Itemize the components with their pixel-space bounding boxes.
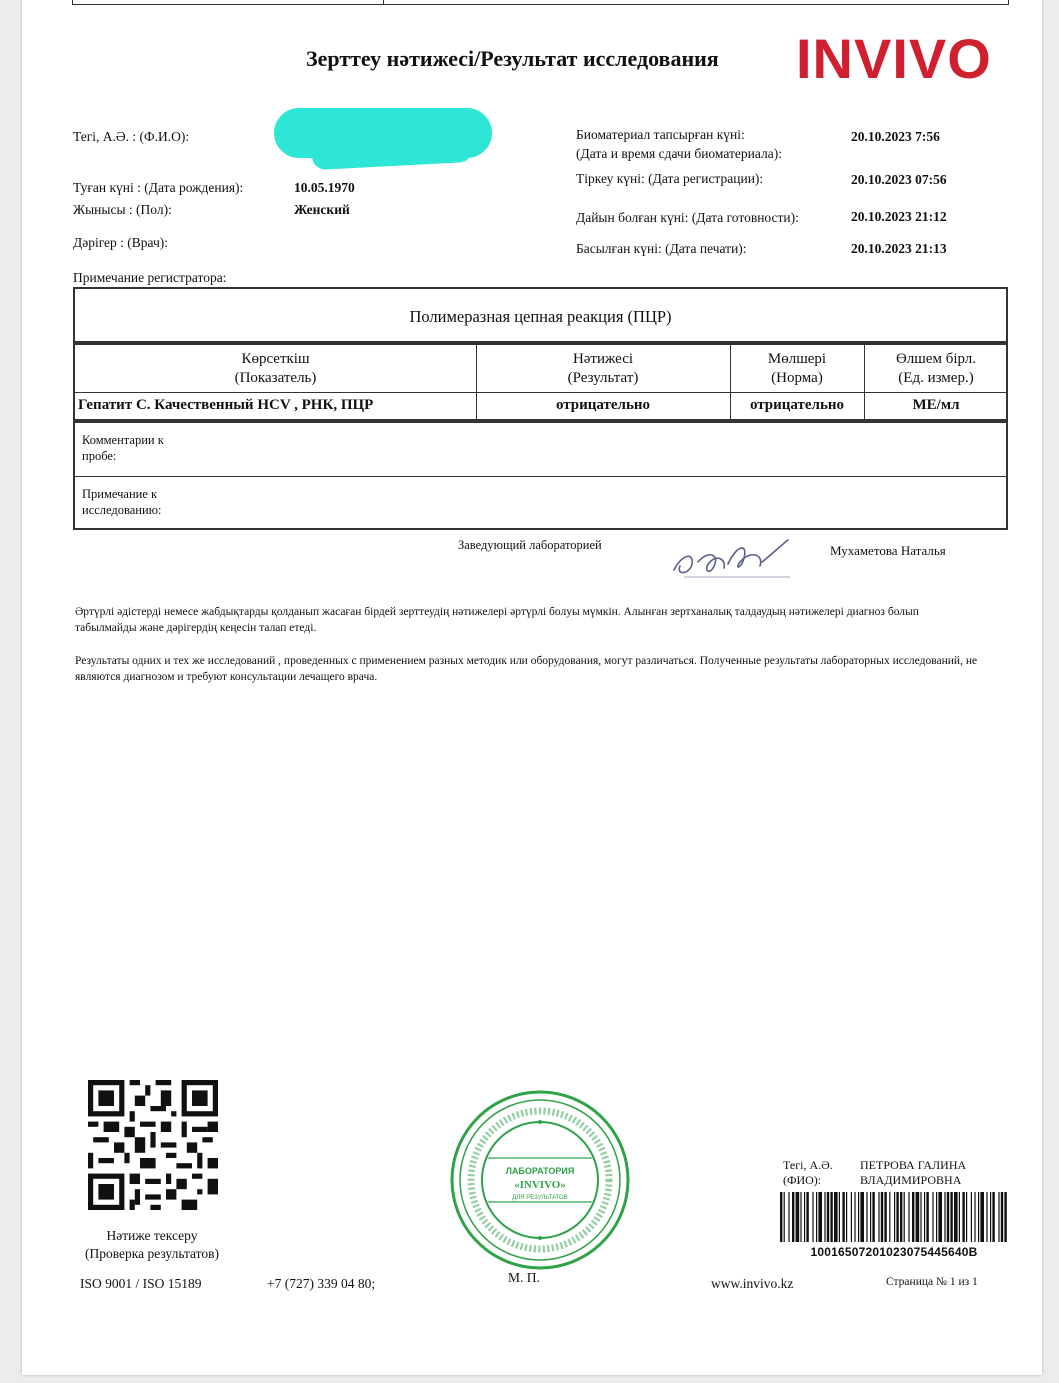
ready-date-label: Дайын болған күні: (Дата готовности): <box>576 210 799 225</box>
header-norm: Мөлшері (Норма) <box>767 351 827 386</box>
phone-number[interactable]: +7 (727) 339 04 80; <box>267 1276 376 1291</box>
biomaterial-date-value: 20.10.2023 7:56 <box>851 129 940 144</box>
biomaterial-date-label-ru: (Дата и время сдачи биоматериала): <box>576 146 782 161</box>
row-result: отрицательно <box>555 397 651 413</box>
qr-code[interactable] <box>88 1080 218 1210</box>
biomaterial-date-label: Биоматериал тапсырған күні: <box>576 127 745 142</box>
header-indicator: Көрсеткіш (Показатель) <box>234 351 317 386</box>
svg-text:ЛАБОРАТОРИЯ: ЛАБОРАТОРИЯ <box>505 1166 575 1176</box>
comment-label: Комментарии к пробе: <box>82 433 164 463</box>
iso-standards: ISO 9001 / ISO 15189 <box>80 1276 202 1291</box>
registrar-note-label: Примечание регистратора: <box>73 270 227 285</box>
dob-label: Туған күні : (Дата рождения): <box>73 180 244 195</box>
name-label: Тегі, А.Ә. : (Ф.И.О): <box>73 129 190 144</box>
note-label: Примечание к исследованию: <box>82 487 162 517</box>
dob-value: 10.05.1970 <box>294 180 355 195</box>
qr-caption-kz: Нәтиже тексеру <box>106 1228 198 1243</box>
barcode-number: 10016507201023075445640В <box>810 1245 978 1259</box>
document-page <box>22 0 1042 1375</box>
svg-text:ДЛЯ РЕЗУЛЬТАТОВ: ДЛЯ РЕЗУЛЬТАТОВ <box>512 1195 568 1201</box>
section-title-box <box>73 287 1008 343</box>
print-date-value: 20.10.2023 21:13 <box>851 241 947 256</box>
registrar-name: ПЕТРОВА ГАЛИНА ВЛАДИМИРОВНА <box>860 1158 967 1187</box>
top-table-edge <box>72 0 1009 5</box>
stamp-image <box>448 1088 632 1272</box>
document-title: Зерттеу нәтижесі/Результат исследования <box>306 46 719 71</box>
qr-caption-ru: (Проверка результатов) <box>84 1246 220 1261</box>
disclaimer-ru: Результаты одних и тех же исследований , проведенных с применением разных методик или оборудования, могут различаться. Полученные результаты лабораторных исследований, не являются диагнозом и требуют консультации лечащего врача. <box>75 655 978 683</box>
row-norm: отрицательно <box>749 397 845 413</box>
disclaimer-kz: Әртүрлі әдістерді немесе жабдықтарды қолданып жасаған бірдей зерттеудің нәтижелері әртүрлі болуы мүмкін. Алынған зертханалық талдаудың нәтижелері диагноз болып табылмайды және дәрігердің кеңесін талап етеді. <box>75 606 919 634</box>
print-date-label: Басылған күні: (Дата печати): <box>576 241 747 256</box>
comments-box <box>73 421 1008 530</box>
invivo-logo: INVIVO <box>796 27 992 90</box>
svg-text:«INVIVO»: «INVIVO» <box>514 1179 566 1191</box>
sex-label: Жынысы : (Пол): <box>73 202 172 217</box>
stamp-mark: М. П. <box>508 1270 540 1285</box>
signature-image <box>664 532 794 582</box>
row-unit: МЕ/мл <box>912 397 960 413</box>
registration-date-label: Тіркеу күні: (Дата регистрации): <box>576 171 764 186</box>
section-title: Полимеразная цепная реакция (ПЦР) <box>409 307 672 326</box>
row-indicator: Гепатит С. Качественный HCV , РНК, ПЦР <box>78 397 374 413</box>
header-result: Нәтижесі (Результат) <box>567 351 639 386</box>
header-unit: Өлшем бірл. (Ед. измер.) <box>895 351 977 386</box>
registrar-label: Тегі, А.Ә. (ФИО): <box>783 1158 833 1187</box>
signature-position: Заведующий лабораторией <box>458 538 602 552</box>
website-link[interactable]: www.invivo.kz <box>711 1276 794 1291</box>
registration-date-value: 20.10.2023 07:56 <box>851 172 947 187</box>
doctor-label: Дәрігер : (Врач): <box>73 235 169 250</box>
sex-value: Женский <box>294 202 350 217</box>
ready-date-value: 20.10.2023 21:12 <box>851 209 947 224</box>
signature-name: Мухаметова Наталья <box>830 543 946 558</box>
page-number: Страница № 1 из 1 <box>886 1276 978 1288</box>
barcode-image <box>780 1192 1008 1242</box>
results-table <box>73 343 1008 421</box>
